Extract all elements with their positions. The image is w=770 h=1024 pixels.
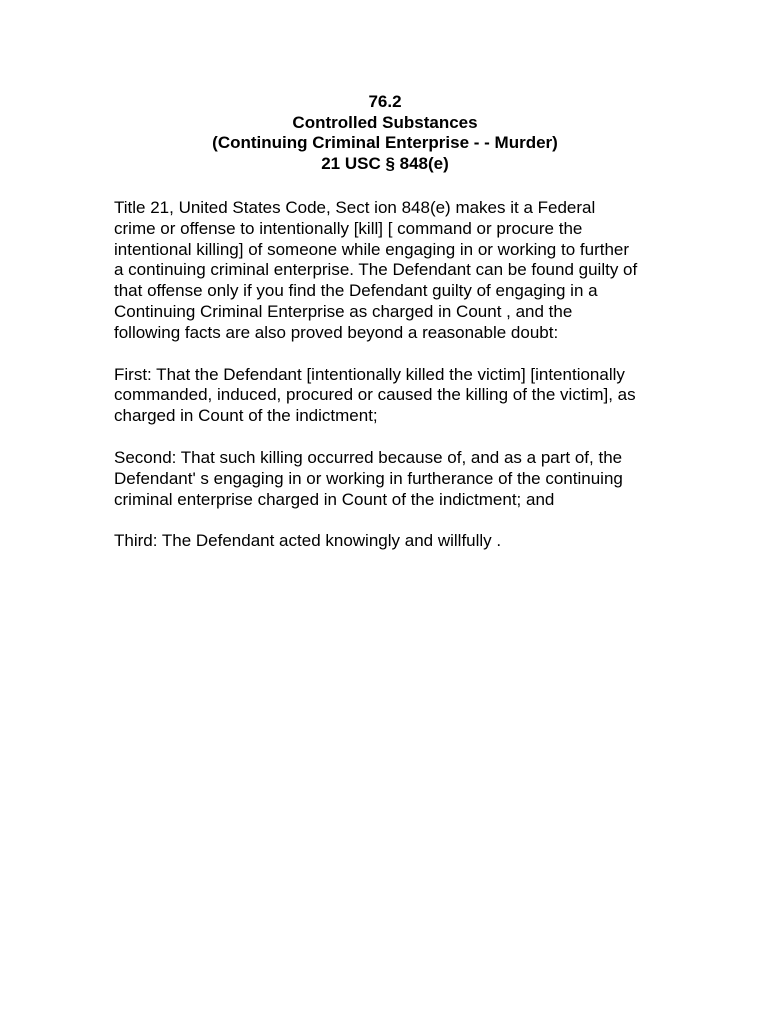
paragraph-intro [114,198,674,344]
text-line: Third: The Defendant acted knowingly and willfully . [114,531,502,551]
text-line: following facts are also proved beyond a reasonable doubt: [114,322,559,342]
text-line: commanded, induced, procured or caused the killing of the victim], as [114,385,636,405]
text-line: a continuing criminal enterprise. The Defendant can be found guilty of [114,260,638,280]
text-line: First: That the Defendant [intentionally killed the victim] [intentionally [114,364,625,384]
text-line: intentional killing] of someone while engaging in or working to further [114,239,630,259]
text-line: Defendant' s engaging in or working in furtherance of the continuing [114,468,623,488]
paragraph-first-element [114,365,674,427]
text-line: Second: That such killing occurred because of, and as a part of, the [114,447,623,467]
instruction-subtitle: (Continuing Criminal Enterprise - - Murder) [212,133,558,152]
instruction-number: 76.2 [368,92,402,111]
text-line: criminal enterprise charged in Count of the indictment; and [114,489,555,509]
text-line: Continuing Criminal Enterprise as charged in Count , and the [114,301,573,321]
statute-citation: 21 USC § 848(e) [321,153,449,173]
text-line: that offense only if you find the Defendant guilty of engaging in a [114,281,598,301]
text-line: Title 21, United States Code, Sect ion 848(e) makes it a Federal [114,198,596,217]
text-line: crime or offense to intentionally [kill] [ command or procure the [114,218,583,238]
text-line: charged in Count of the indictment; [114,406,378,426]
instruction-title: Controlled Substances [292,112,478,132]
document-heading [0,92,770,174]
paragraph-second-element [114,448,674,510]
document-body [114,198,674,573]
paragraph-third-element [114,531,674,552]
